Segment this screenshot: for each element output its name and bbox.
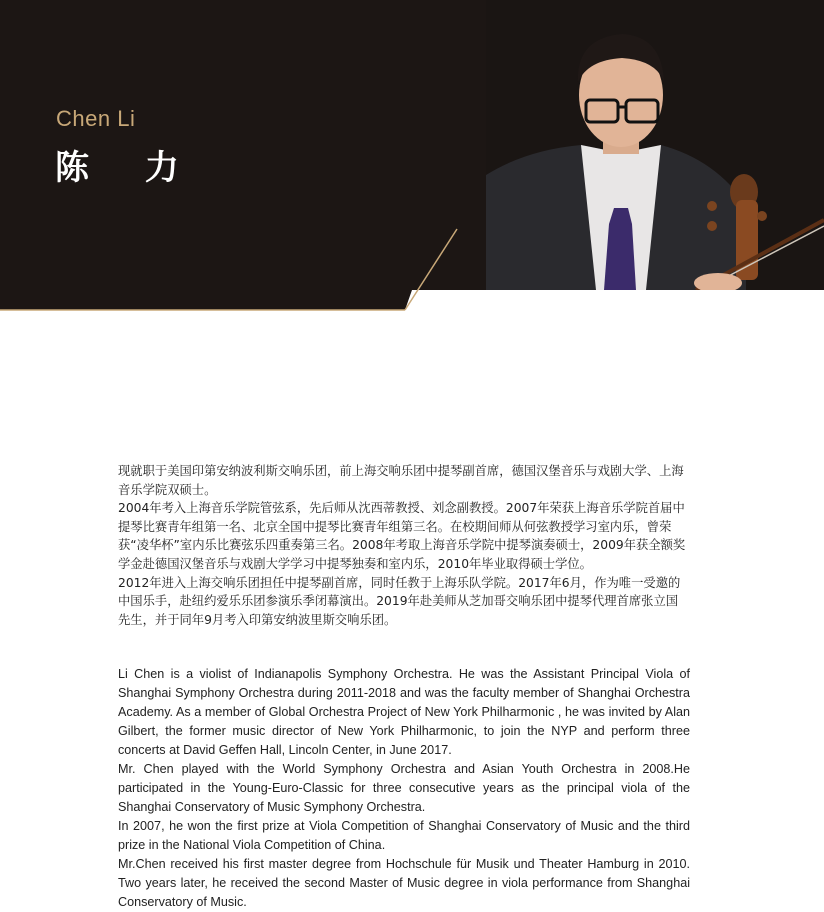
bio-en-paragraph: Mr. Chen played with the World Symphony Orchestra and Asian Youth Orchestra in 2008.He participated in the Young-Euro-Classic for three consecutive years as the principal viola of the Shanghai Conservatory of Music Symphony Orchestra. [118, 762, 690, 814]
bio-en-paragraph: Li Chen is a violist of Indianapolis Symphony Orchestra. He was the Assistant Principal Viola of Shanghai Symphony Orchestra during 2011-2018 and was the faculty member of Shanghai Orchestra Academy. As a member of Global Orchestra Project of New York Philharmonic , he was invited by Alan Gilbert, the former music director of New York Philharmonic, to join the NYP and perform three concerts at David Geffen Hall, Lincoln Center, in June 2017. [118, 667, 690, 757]
bio-zh-paragraph: 现就职于美国印第安纳波利斯交响乐团，前上海交响乐团中提琴副首席，德国汉堡音乐与戏剧大学、上海音乐学院双硕士。 [118, 464, 684, 497]
biography-chinese [118, 462, 690, 629]
bio-zh-paragraph: 2012年进入上海交响乐团担任中提琴副首席，同时任教于上海乐队学院。2017年6月，作为唯一受邀的中国乐手，赴纽约爱乐乐团参演乐季闭幕演出。2019年赴美师从芝加哥交响乐团中提琴代理首席张立国先生，并于同年9月考入印第安纳波里斯交响乐团。 [118, 575, 681, 627]
bio-zh-paragraph: 2004年考入上海音乐学院管弦系，先后师从沈西蒂教授、刘念副教授。2007年荣获上海音乐学院首届中提琴比赛青年组第一名、北京全国中提琴比赛青年组第三名。在校期间师从何弦教授学习室内乐，曾荣获“凌华杯”室内乐比赛弦乐四重奏第三名。2008年考取上海音乐学院中提琴演奏硕士，2009年获全额奖学金赴德国汉堡音乐与戏剧大学学习中提琴独奏和室内乐，2010年毕业取得硕士学位。 [118, 501, 686, 571]
bio-en-paragraph: Mr.Chen received his first master degree from Hochschule für Musik und Theater Hamburg in 2010. Two years later, he received the second Master of Music degree in viola performance from Shanghai Conservatory of Music. [118, 857, 690, 909]
name-chinese: 陈 力 [55, 148, 201, 188]
header-banner [0, 0, 824, 312]
portrait-photo [486, 0, 824, 290]
name-english: Chen Li [56, 106, 136, 131]
biography-english [118, 665, 690, 912]
bio-en-paragraph: In 2007, he won the first prize at Viola Competition of Shanghai Conservatory of Music and the third prize in the National Viola Competition of China. [118, 819, 690, 852]
